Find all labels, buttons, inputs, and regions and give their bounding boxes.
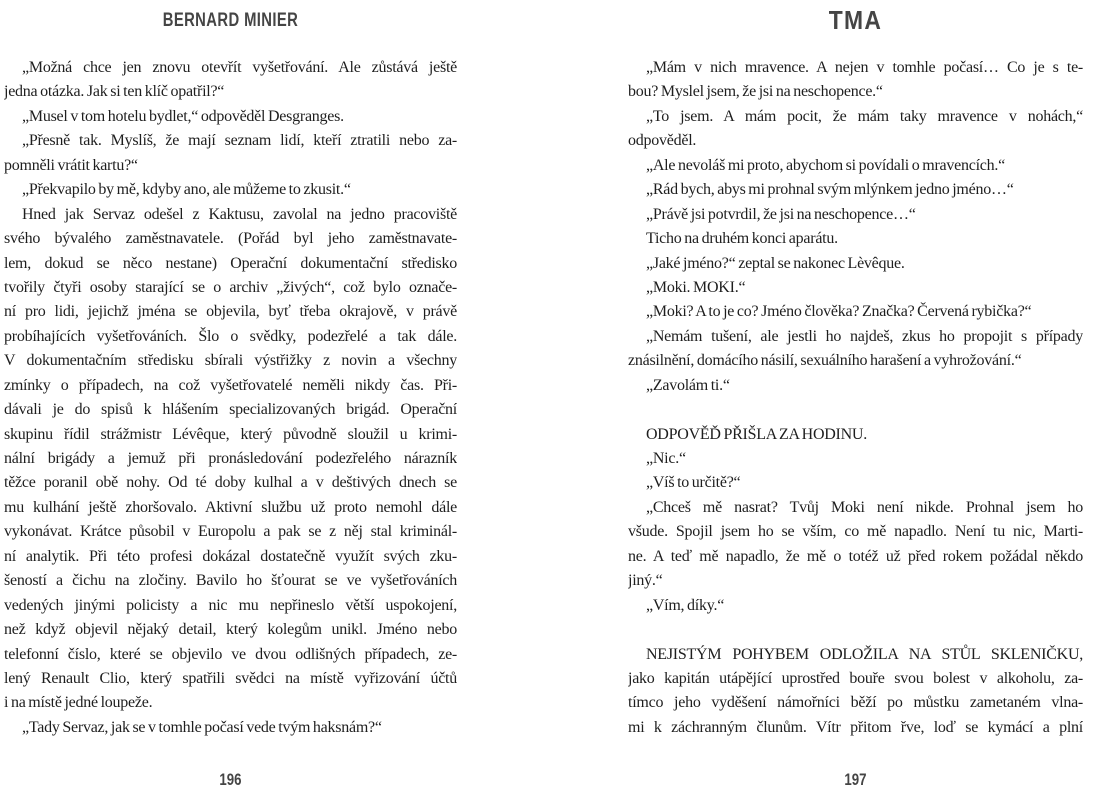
text-line: tvořily čtyři osoby starající se o archiv „živých“, což bylo označe- — [4, 278, 457, 296]
text-line: ní pro lidi, jejichž jména se objevila, byť třeba okrajově, v právě — [4, 303, 457, 321]
text-line: dávali je do spisů k hlášením specializovaných brigád. Operační — [4, 401, 457, 419]
text-line: šeností a čichu na zločiny. Bavilo ho šťourat se ve vyšetřováních — [4, 572, 457, 590]
text-line: ODPOVĚĎ PŘIŠLA ZA HODINU. — [646, 425, 867, 443]
text-line: „To jsem. A mám pocit, že mám taky mravence v nohách,“ — [646, 107, 1083, 125]
text-line: zmínky o případech, na což vyšetřovatelé neměli nikdy čas. Při- — [4, 376, 457, 394]
text-line: vedených jinými policisty a nic mu nepřineslo větší uspokojení, — [4, 596, 457, 614]
text-line: Ticho na druhém konci aparátu. — [646, 230, 838, 248]
text-line: ní analytik. Při této profesi dokázal dostatečně využít svých zku- — [4, 547, 457, 565]
text-line: „Jaké jméno?“ zeptal se nakonec Lèvêque. — [646, 254, 905, 272]
text-line: „Mám v nich mravence. A nejen v tomhle počasí… Co je s te- — [646, 59, 1083, 76]
text-line: „Ale nevoláš mi proto, abychom si povídali o mravencích.“ — [646, 156, 1005, 174]
text-line: „Moki? A to je co? Jméno člověka? Značka? Červená rybička?“ — [646, 303, 1032, 321]
text-line: V dokumentačním středisku sbírali výstřižky z novin a všechny — [4, 352, 457, 370]
text-line: „Zavolám ti.“ — [646, 376, 730, 394]
text-line: „Víš to určitě?“ — [646, 474, 741, 492]
page-number-right: 197 — [844, 770, 867, 789]
text-line: lený Renault Clio, který spatřili svědci na místě vyřizování účtů — [4, 669, 457, 687]
text-line: nální brigády a jemuž při pronásledování podezřelého nárazník — [4, 450, 457, 467]
text-line: „Nic.“ — [646, 450, 686, 467]
text-line: skupinu řídil strážmistr Lévêque, který původně sloužil u krimi- — [4, 425, 457, 443]
text-line: jedna otázka. Jak si ten klíč opatřil?“ — [4, 83, 225, 101]
text-line: jiný.“ — [628, 572, 663, 590]
text-line: těžce poranil obě nohy. Od té doby kulhal a v deštivých dnech se — [4, 474, 457, 492]
page-text-left — [4, 56, 457, 740]
page-text-right — [628, 56, 1083, 740]
page-number-left: 196 — [219, 770, 242, 789]
text-line: mi k záchranným člunům. Vítr přitom řve, loď se kymácí a plní — [628, 718, 1083, 736]
text-line: „Možná chce jen znovu otevřít vyšetřování. Ale zůstává ještě — [22, 59, 457, 76]
text-line: i na místě jedné loupeže. — [4, 694, 153, 712]
text-line: „Právě jsi potvrdil, že jsi na neschopence…“ — [646, 205, 916, 223]
text-line: „Vím, díky.“ — [646, 596, 725, 614]
text-line: pomněli vrátit kartu?“ — [4, 156, 138, 174]
text-line: odpověděl. — [628, 132, 697, 150]
page-right — [628, 0, 1083, 800]
text-line: bou? Myslel jsem, že jsi na neschopence.“ — [628, 83, 883, 101]
text-line: „Nemám tušení, ale jestli ho najdeš, zkus ho propojit s případy — [646, 327, 1083, 345]
text-line: lem, dokud se něco nestane) Operační dokumentační středisko — [4, 254, 457, 272]
text-line: vykonávat. Krátce působil v Europolu a pak se z něj stal kriminál- — [4, 523, 457, 541]
running-head-author: BERNARD MINIER — [162, 10, 299, 31]
text-line: všude. Spojil jsem ho se vším, co mě napadlo. Není tu nic, Marti- — [628, 523, 1083, 541]
text-line: jako kapitán utápějící uprostřed bouře svou bolest v alkoholu, za- — [628, 669, 1083, 687]
text-line: znásilnění, domácího násilí, sexuálního harašení a vyhrožování.“ — [628, 352, 1022, 370]
text-line: mu kulhání ještě zhoršovalo. Aktivní službu už proto nemohl dále — [4, 498, 457, 516]
text-line: „Rád bych, abys mi prohnal svým mlýnkem jedno jméno…“ — [646, 181, 1014, 199]
text-line: „Přesně tak. Myslíš, že mají seznam lidí, kteří ztratili nebo za- — [22, 132, 457, 150]
text-line: tímco jeho vyděšení námořníci běží po můstku zametaném vlna- — [628, 694, 1083, 712]
text-line: ne. A teď mě napadlo, že mě o totéž už před rokem požádal někdo — [628, 547, 1083, 565]
text-line: „Musel v tom hotelu bydlet,“ odpověděl Desgranges. — [22, 107, 344, 125]
text-line — [628, 398, 1083, 422]
text-line: telefonní číslo, které se objevilo ve dvou odlišných případech, ze- — [4, 645, 457, 663]
text-line: Hned jak Servaz odešel z Kaktusu, zavolal na jedno pracoviště — [22, 205, 457, 223]
text-line: svého bývalého zaměstnavatele. (Pořád byl jeho zaměstnavate- — [4, 230, 457, 248]
text-line: než když objevil nějaký detail, který kolegům unikl. Jméno nebo — [4, 621, 457, 639]
text-line: „Překvapilo by mě, kdyby ano, ale můžeme to zkusit.“ — [22, 181, 351, 199]
running-head-title: TMA — [828, 5, 883, 35]
text-line: „Tady Servaz, jak se v tomhle počasí vede tvým haksnám?“ — [22, 718, 382, 736]
text-line: „Moki. MOKI.“ — [646, 278, 746, 296]
text-line: „Chceš mě nasrat? Tvůj Moki není nikde. Prohnal jsem ho — [646, 498, 1083, 516]
page-left — [4, 0, 457, 800]
text-line: probíhajících vyšetřováních. Šlo o svědky, podezřelé a tak dále. — [4, 327, 457, 345]
text-line: NEJISTÝM POHYBEM ODLOŽILA NA STŮL SKLENIČKU, — [646, 645, 1083, 663]
text-line — [628, 618, 1083, 642]
